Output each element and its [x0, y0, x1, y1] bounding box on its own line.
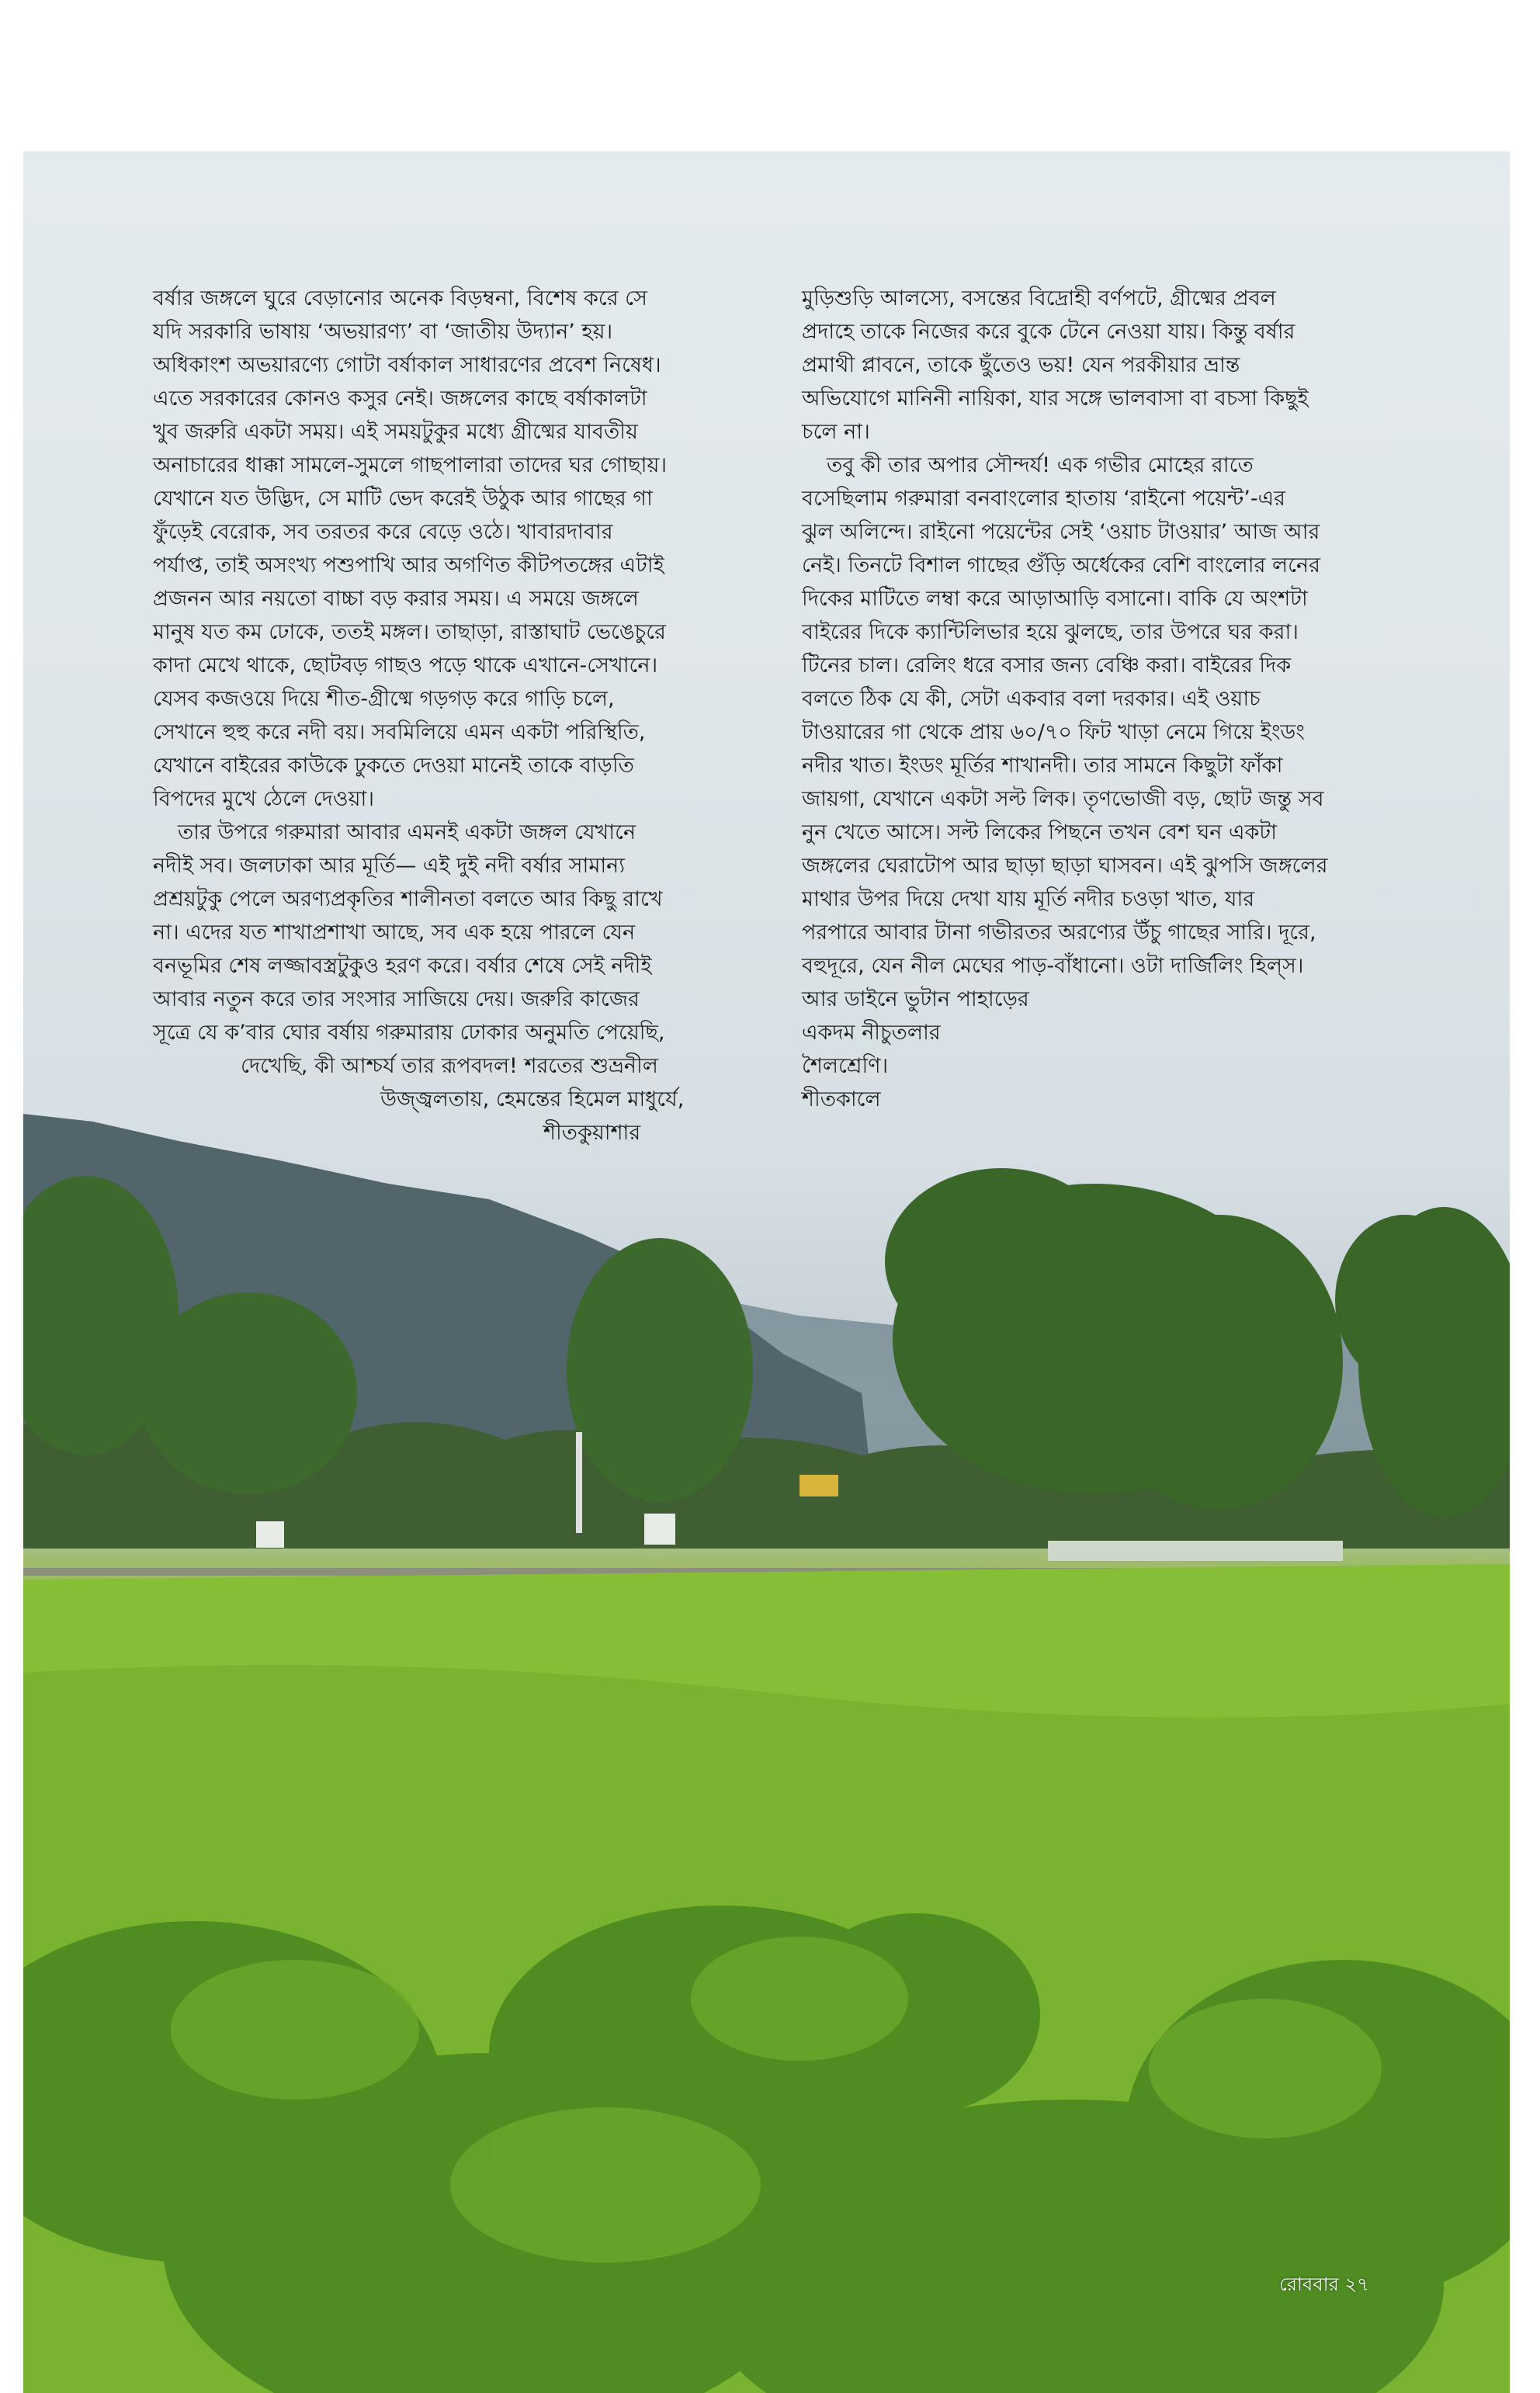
text-line: শীতকালে [802, 1087, 881, 1112]
text-line: টিনের চাল। রেলিং ধরে বসার জন্য বেঞ্চি করা। বাইরের দিক [802, 654, 1292, 678]
text-line: নুন খেতে আসে। সল্ট লিকের পিছনে তখন বেশ ঘন একটা [802, 820, 1277, 844]
text-line: দিকের মাটিতে লম্বা করে আড়াআড়ি বসানো। বাকি যে অংশটা [802, 587, 1308, 611]
text-line: ফুঁড়েই বেরোক, সব তরতর করে বেড়ে ওঠে। খাবারদাবার [153, 520, 613, 544]
text-line: মাথার উপর দিয়ে দেখা যায় মূর্তি নদীর চওড়া খাত, যার [802, 887, 1255, 911]
text-line: যেসব কজওয়ে দিয়ে শীত-গ্রীষ্মে গড়গড় করে গাড়ি চলে, [153, 687, 615, 711]
text-line: বসেছিলাম গরুমারা বনবাংলোর হাতায় ‘রাইনো পয়েন্ট’-এর [802, 487, 1285, 511]
text-line: শৈলশ্রেণি। [802, 1054, 889, 1078]
text-line: মানুষ যত কম ঢোকে, ততই মঙ্গল। তাছাড়া, রাস্তাঘাট ভেঙেচুরে [153, 620, 666, 644]
text-line: দেখেছি, কী আশ্চর্য তার রূপবদল! শরতের শুভ্রনীল [241, 1054, 658, 1078]
text-line: প্রমাথী প্লাবনে, তাকে ছুঁতেও ভয়! যেন পরকীয়ার ভ্রান্ত [802, 353, 1240, 377]
text-line: আর ডাইনে ভুটান পাহাড়ের [802, 987, 1029, 1011]
text-line: প্রশ্রয়টুকু পেলে অরণ্যপ্রকৃতির শালীনতা বলতে আর কিছু রাখে [153, 887, 663, 911]
text-line: তবু কী তার অপার সৌন্দর্য! এক গভীর মোহের রাতে [827, 453, 1254, 477]
text-line: মুড়িশুড়ি আলস্যে, বসন্তের বিদ্রোহী বর্ণপটে, গ্রীষ্মের প্রবল [802, 286, 1276, 310]
milestone [644, 1514, 675, 1545]
text-line: কাদা মেখে থাকে, ছোটবড় গাছও পড়ে থাকে এখানে-সেখানে। [153, 654, 658, 678]
text-line: সূত্রে যে ক’বার ঘোর বর্ষায় গরুমারায় ঢোকার অনুমতি পেয়েছি, [153, 1021, 665, 1045]
text-line: যেখানে যত উদ্ভিদ, সে মাটি ভেদ করেই উঠুক আর গাছের গা [153, 487, 653, 511]
article-right-column [802, 282, 1392, 1116]
text-line: খুব জরুরি একটা সময়। এই সময়টুকুর মধ্যে গ্রীষ্মের যাবতীয় [153, 420, 638, 444]
text-line: সেখানে হুহু করে নদী বয়। সবমিলিয়ে এমন একটা পরিস্থিতি, [153, 720, 646, 744]
text-line: আবার নতুন করে তার সংসার সাজিয়ে দেয়। জরুরি কাজের [153, 987, 640, 1011]
text-line: অভিযোগে মানিনী নায়িকা, যার সঙ্গে ভালবাসা বা বচসা কিছুই [802, 387, 1309, 411]
article-left-column [153, 282, 727, 1049]
text-line: বনভূমির শেষ লজ্জাবস্ত্রটুকুও হরণ করে। বর্ষার শেষে সেই নদীই [153, 954, 652, 978]
text-line: চলে না। [802, 420, 870, 444]
boundary-wall [1048, 1541, 1343, 1561]
text-line: উজ্জ্বলতায়, হেমন্তের হিমেল মাধুর্যে, [380, 1087, 685, 1112]
text-line: এতে সরকারের কোনও কসুর নেই। জঙ্গলের কাছে বর্ষাকালটা [153, 387, 647, 411]
text-line: বিপদের মুখে ঠেলে দেওয়া। [153, 787, 375, 811]
text-line: জায়গা, যেখানে একটা সল্ট লিক। তৃণভোজী বড়, ছোট জন্তু সব [802, 787, 1324, 811]
page-folio: রোববার ২৭ [1279, 2273, 1369, 2295]
right-trees [885, 1168, 1510, 1517]
text-line: বর্ষার জঙ্গলে ঘুরে বেড়ানোর অনেক বিড়ম্বনা, বিশেষ করে সে [153, 286, 647, 310]
text-line: জঙ্গলের ঘেরাটোপ আর ছাড়া ছাড়া ঘাসবন। এই ঝুপসি জঙ্গলের [802, 854, 1328, 878]
text-line: তার উপরে গরুমারা আবার এমনই একটা জঙ্গল যেখানে [178, 820, 636, 844]
text-line: নেই। তিনটে বিশাল গাছের গুঁড়ি অর্ধেকের বেশি বাংলোর লনের [802, 553, 1320, 577]
text-line: অধিকাংশ অভয়ারণ্যে গোটা বর্ষাকাল সাধারণের প্রবেশ নিষেধ। [153, 353, 661, 377]
text-line: যদি সরকারি ভাষায় ‘অভয়ারণ্য’ বা ‘জাতীয় উদ্যান’ হয়। [153, 320, 613, 344]
text-line: যেখানে বাইরের কাউকে ঢুকতে দেওয়া মানেই তাকে বাড়তি [153, 754, 634, 778]
text-line: বলতে ঠিক যে কী, সেটা একবার বলা দরকার। এই ওয়াচ [802, 687, 1261, 711]
text-line: একদম নীচুতলার [802, 1021, 941, 1045]
text-line: অনাচারের ধাক্কা সামলে-সুমলে গাছপালারা তাদের ঘর গোছায়। [153, 453, 668, 477]
text-line: বাইরের দিকে ক্যান্টিলিভার হয়ে ঝুলছে, তার উপরে ঘর করা। [802, 620, 1299, 644]
text-line: নদীই সব। জলঢাকা আর মূর্তি— এই দুই নদী বর্ষার সামান্য [153, 854, 626, 878]
marker-stone [256, 1521, 284, 1548]
text-line: শীতকুয়াশার [543, 1121, 641, 1145]
text-line: না। এদের যত শাখাপ্রশাখা আছে, সব এক হয়ে পারলে যেন [153, 921, 636, 945]
text-line: নদীর খাত। ইংডং মূর্তির শাখানদী। তার সামনে কিছুটা ফাঁকা [802, 754, 1283, 778]
text-line: পরপারে আবার টানা গভীরতর অরণ্যের উঁচু গাছের সারি। দূরে, [802, 921, 1316, 945]
text-line: প্রদাহে তাকে নিজের করে বুকে টেনে নেওয়া যায়। কিন্তু বর্ষার [802, 320, 1295, 344]
text-line: ঝুল অলিন্দে। রাইনো পয়েন্টের সেই ‘ওয়াচ টাওয়ার’ আজ আর [802, 520, 1320, 544]
text-line: পর্যাপ্ত, তাই অসংখ্য পশুপাখি আর অগণিত কীটপতঙ্গের এটাই [153, 553, 664, 577]
pole [576, 1432, 582, 1533]
signboard [799, 1475, 838, 1496]
text-line: বহুদূরে, যেন নীল মেঘের পাড়-বাঁধানো। ওটা দার্জিলিং হিল্‌স। [802, 954, 1304, 978]
text-line: টাওয়ারের গা থেকে প্রায় ৬০/৭০ ফিট খাড়া নেমে গিয়ে ইংডং [802, 720, 1305, 744]
text-line: প্রজনন আর নয়তো বাচ্চা বড় করার সময়। এ সময়ে জঙ্গলে [153, 587, 639, 611]
